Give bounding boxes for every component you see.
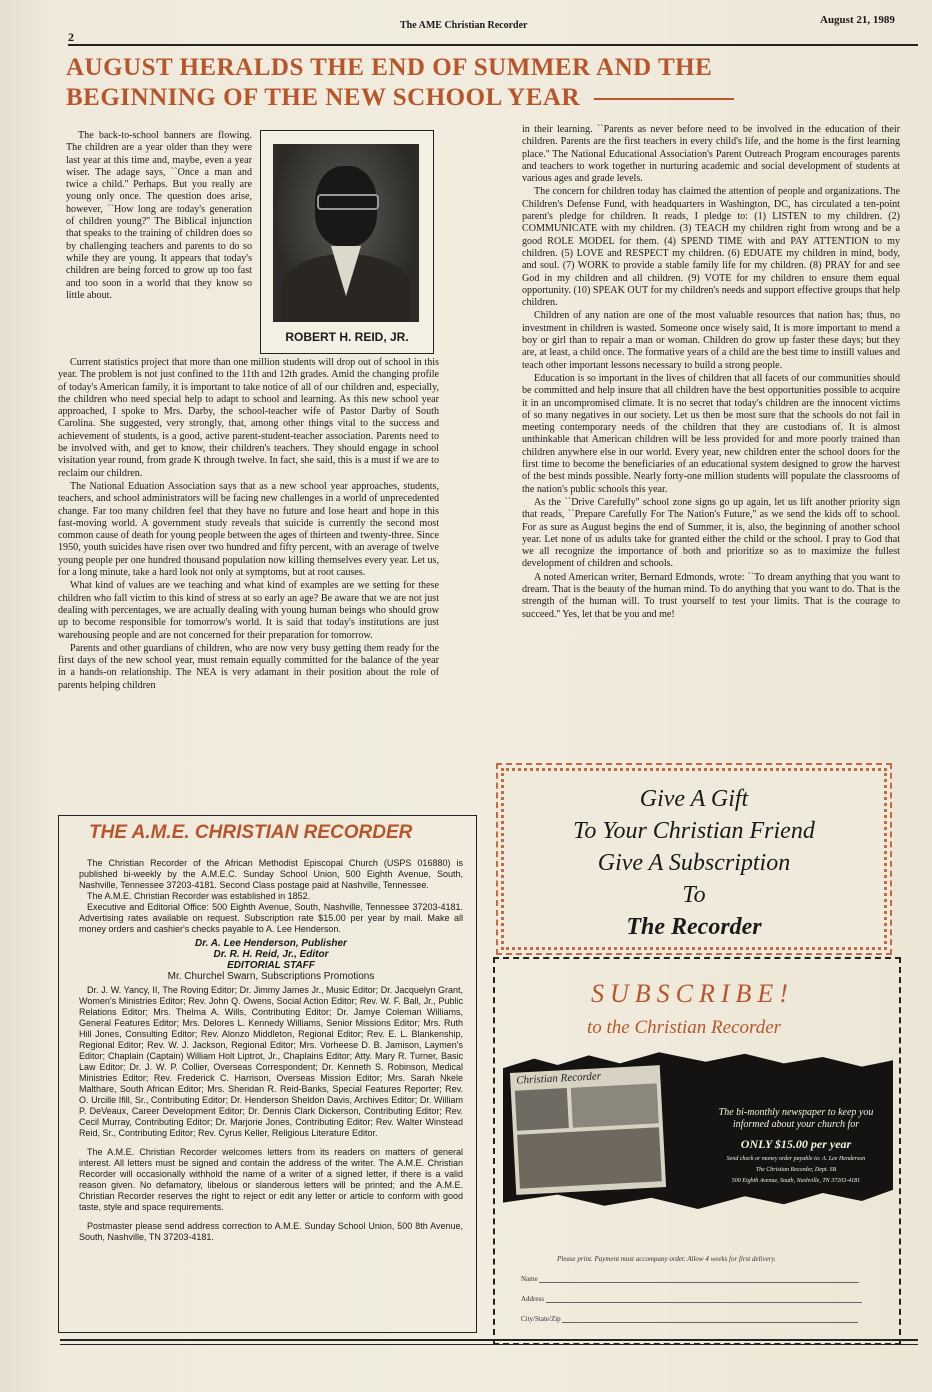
editor-line: Dr. R. H. Reid, Jr., Editor xyxy=(213,949,329,960)
gift-line-4: To xyxy=(682,882,706,908)
staff-list: Dr. J. W. Yancy, II, The Roving Editor; Dr. Jimmy James Jr., Music Editor; Dr. Jacquelyn Grant, Women's Ministries Editor; Rev. John Q. Owens, Social Action Editor; Rev. W. F. Ball, Jr., Public Relations Editor; Mrs. Thelma A. Wills, Contributing Editor; Dr. Jamye Coleman Williams, General Features Editor; Mrs. Delores L. Kennedy Williams, Senior Missions Editor; Mrs. Ruth Hill Jones, Consulting Editor; Rev. Alonzo Middleton, Regional Editor; Rev. E. L. Blankenship, Regional Editor; Rev. W. J. Jackson, Regional Editor; Mrs. Vorheese D. B. Jamison, Laymen's Editor; Chaplain (Captain) William Holt Liptrot, Jr., Chaplains Editor; Atty. Mary R. Turner, Basic Law Editor; Dr. J. W. P. Collier, Overseas Correspondent; Dr. Kenneth S. Robinson, Medical Ministries Editor; Rev. Frederick C. Harrison, Overseas Mission Editor; Mrs. Sarah Nkele Malthare, South African Editor; Mrs. Sheridan R. Reid-Banks, Special Features Reporter; Rev. O. Urcille Ifill, Sr., Contributing Editor; Dr. Henderson Sheldon Davis, Archives Editor; Dr. William P. DeVeaux, Career Development Editor; Dr. Dennis Clark Dickerson, Contributing Editor; Rev. Cecil Murray, Contributing Editor; Dr. Marjorie Jones, Contributing Editor; Rev. Walter Winstead Reid, Sr., Contributing Editor; Rev. Cyrus Keller, Religious Literature Editor. xyxy=(79,985,463,1138)
gift-line-5: The Recorder xyxy=(626,914,762,940)
article-paragraph: Education is so important in the lives of children that all facets of our communities should be committed and help insure that all children have the best opportunities possible to acquire it in an uncompromised climate. It is no secret that today's children are the innocent victims of so many negatives in our society. Let us then be most sure that the schools do not fail in meeting contemporary needs of the children that they are custodians of. It is almost unthinkable that American children will be less provided for and more poorly trained than children anywhere else in our world. Every year, new children enter the school doors for the first time to become the beneficiaries of an educational system designed to grow the harvest of the best minds possible. Nearly forty-one million students will populate the classrooms of the nation's public schools this year. xyxy=(522,372,900,495)
masthead-paragraph: The A.M.E. Christian Recorder was established in 1852. xyxy=(87,891,311,901)
photo-caption: ROBERT H. REID, JR. xyxy=(285,330,409,344)
masthead-paragraph: The Christian Recorder of the African Methodist Episcopal Church (USPS 016880) is published bi-weekly by the A.M.E.C. Sunday School Union, 500 Eighth Avenue, South, Nashville, Tennessee 37203-4181. Second Class postage paid at Nashville, Tennessee. xyxy=(79,858,463,890)
article-paragraph: What kind of values are we teaching and what kind of examples are we setting for these children who fall victim to this kind of stress at so early an age? Be aware that we are not just dealing with percentages, we are actually dealing with young human beings who should grow up to become responsible for tomorrow's world. It is said that today's institutions are just warehousing people and are not concerned for their preparation for tomorrow. xyxy=(58,580,439,641)
article-left-column xyxy=(58,357,439,693)
gift-line-2: To Your Christian Friend xyxy=(573,818,815,844)
publication-name: The AME Christian Recorder xyxy=(400,20,528,31)
staff-heading: EDITORIAL STAFF xyxy=(227,960,315,971)
city-state-zip-field[interactable] xyxy=(521,1315,858,1323)
issue-date: August 21, 1989 xyxy=(820,14,895,26)
masthead-box-body xyxy=(79,858,463,1243)
masthead-paragraph: Executive and Editorial Office: 500 Eighth Avenue, South, Nashville, Tennessee 37203-4181. Advertising rates available on request. Subscription rate $15.00 per year by mail. Make all money orders and cashier's checks payable to A. Lee Henderson. xyxy=(79,902,463,934)
article-paragraph: Children of any nation are one of the most valuable resources that nation has; thus, no investment in children is wasted. Someone once wisely said, It is more important to mend a boy or girl than to repair a man or woman. Children do grow up faster these days; but they are, at least, a child once. The formative years of a child are the best time to instill values and teach other important lessons necessary to build a strong people. xyxy=(522,310,900,371)
header-rule xyxy=(68,44,918,46)
article-paragraph: Current statistics project that more than one million students will drop out of school in this year. The problem is not just confined to the 11th and 12th grades. Amid the changing profile of today's American family, it is important to take notice of all of our children and, especially, the children who need special help to adapt to school and learning. As this new school year approached, I spoke to Mrs. Darby, the school-teacher wife of Pastor Darby of South Carolina. She suggested, very strongly, that, among other things vital to the success and achievement of students, is a good, active parent-student-teacher association. Parents need to be involved with, and get to know, their children's teachers. They should engage in school visitation year round, from grade K through twelve. In fact, she said, this is a must if we are to reclaim our children. xyxy=(58,357,439,479)
promo-text xyxy=(701,1107,891,1185)
order-note: Please print. Payment must accompany order. Allow 4 weeks for first delivery. xyxy=(557,1255,776,1263)
newspaper-thumbnail xyxy=(510,1065,666,1195)
gift-line-1: Give A Gift xyxy=(639,786,749,812)
gift-line-3: Give A Subscription xyxy=(597,850,791,876)
address-field[interactable] xyxy=(521,1295,862,1303)
subscribe-title: SUBSCRIBE! xyxy=(591,979,794,1008)
address-line-1: The Christian Recorder, Dept. SB xyxy=(755,1167,837,1173)
headline-line-2: BEGINNING OF THE NEW SCHOOL YEAR xyxy=(66,83,826,113)
headline-line-1: AUGUST HERALDS THE END OF SUMMER AND THE xyxy=(66,54,713,81)
footer-rule-thin xyxy=(60,1344,918,1345)
thumbnail-masthead: Christian Recorder xyxy=(516,1070,602,1087)
article-paragraph: Parents and other guardians of children, who are now very busy getting them ready for the first days of the new school year, must remain equally committed for the balance of the year in a hands-on relationship. The NEA is very adamant in their position about the role of parents helping children xyxy=(58,642,439,691)
subscribe-coupon xyxy=(493,957,901,1345)
postmaster-note: Postmaster please send address correction to A.M.E. Sunday School Union, 500 8th Avenue, South, Nashville, TN 37203-4181. xyxy=(79,1221,463,1242)
subscriptions-line: Mr. Churchel Swarn, Subscriptions Promotions xyxy=(167,971,375,982)
name-label: Name xyxy=(521,1275,538,1283)
article-headline xyxy=(66,53,826,113)
masthead-box-title: THE A.M.E. CHRISTIAN RECORDER xyxy=(89,822,413,843)
author-photo xyxy=(273,144,419,322)
headline-underline xyxy=(594,98,734,100)
letters-policy: The A.M.E. Christian Recorder welcomes letters from its readers on matters of general interest. All letters must be signed and contain the address of the writer. The A.M.E. Christian Recorder will occasionally withhold the name of a writer of a signed letter, if there is a valid reason given. No defamatory, libelous or slanderous letters will be printed; and the A.M.E. Christian Recorder reserves the right to reject or edit any letter or article to conform with good taste, style and space requirements. xyxy=(79,1147,463,1212)
publisher-line: Dr. A. Lee Henderson, Publisher xyxy=(195,938,347,949)
promo-line: The bi-monthly newspaper to keep you informed about your church for xyxy=(718,1107,874,1130)
footer-rule xyxy=(60,1339,918,1341)
article-paragraph: The National Eduation Association says that as a new school year approaches, students, teachers, and school administrators will be facing new challenges in a world of unprecedented change. Far too many children feel that they have no future and lose heart and hope in this fast-moving world. A government study reveals that suicide is currently the second most common cause of death for young people between the ages of thirteen and twenty-three. Since 1950, youth suicides have risen over two hundred and fifty percent, with an average of twelve young people per one hundred thousand population now killing themselves every year. Let us, for a long minute, take a hard look not only at symptoms, but at root causes. xyxy=(58,480,439,579)
subscribe-subtitle: to the Christian Recorder xyxy=(587,1017,782,1038)
address-label: Address xyxy=(521,1295,544,1303)
masthead-info-box xyxy=(58,815,477,1333)
name-field[interactable] xyxy=(521,1275,859,1283)
page-number: 2 xyxy=(68,30,74,44)
article-paragraph: A noted American writer, Bernard Edmonds, wrote: ``To dream anything that you want to dream. That is the beauty of the human mind. To do anything that you want to do. That is the strength of the human will. To trust yourself to test your limits. That is the courage to succeed.'' Yes, let that be you and me! xyxy=(522,571,900,620)
article-intro xyxy=(66,130,252,303)
city-state-zip-label: City/State/Zip xyxy=(521,1315,561,1323)
article-paragraph: in their learning. ``Parents as never before need to be involved in the education of their children. Parents are the first teachers in every child's life, and the home is the first learning place.'' The National Educational Association's Parent Outreach Program encourages parents and teachers to work together in nurturing academic and social development of students at various ages and grade levels. xyxy=(522,124,900,185)
address-line-2: 500 Eighth Avenue, South, Nashville, TN 37203-4181 xyxy=(731,1178,861,1184)
page-header xyxy=(0,0,932,46)
gift-subscription-ad xyxy=(496,763,892,955)
price-line: ONLY $15.00 per year xyxy=(740,1137,852,1151)
intro-paragraph: The back-to-school banners are flowing. The children are a year older than they were last year at this time and, maybe, even a year wiser. The adage says, ``Once a man and twice a child.'' Perhaps. But you really are young only once. The question does arise, however, ``How long are today's generation of children young?'' The Biblical injunction that speaks to the training of children does so by challenging teachers and parents to do so while they are young. It appears that today's children are being forced to grow up too fast and too soon in a world that they know so little about. xyxy=(66,130,252,301)
article-paragraph: As the ``Drive Carefully'' school zone signs go up again, let us lift another priority sign that reads, ``Prepare Carefully For The Nation's Future,'' as we send the kids off to school. For as sure as August begins the end of Summer, it is, also, the beginning of another school year. Let none of us adults take for granted either the child or the school. I pray to God that we all recognize the importance of both and prioritize so as to maximize the fullest development of children and schools. xyxy=(522,496,900,570)
send-to-line: Send check or money order payable to: A. Lee Henderson xyxy=(726,1156,866,1162)
article-paragraph: The concern for children today has claimed the attention of people and organizations. The Children's Defense Fund, with headquarters in Washington, DC, has circulated a ten-point parent's pledge for children. It reads, I pledge to: (1) LISTEN to my children. (2) COMMUNICATE with my children. (3) TEACH my children right from wrong and be a good ROLE MODEL for them. (4) SPEND TIME with and PAY ATTENTION to my children. (5) LOVE and RESPECT my children. (6) EDUATE my children in mind, body, and soul. (7) WORK to provide a stable family life for my children. (8) PRAY for and see God in my children and all children. (9) VOTE for my children to ensure them equal opportunity. (10) SPEAK OUT for my children's needs and support effective groups that help children. xyxy=(522,186,900,309)
article-right-column xyxy=(522,124,900,622)
author-photo-frame xyxy=(260,130,434,354)
